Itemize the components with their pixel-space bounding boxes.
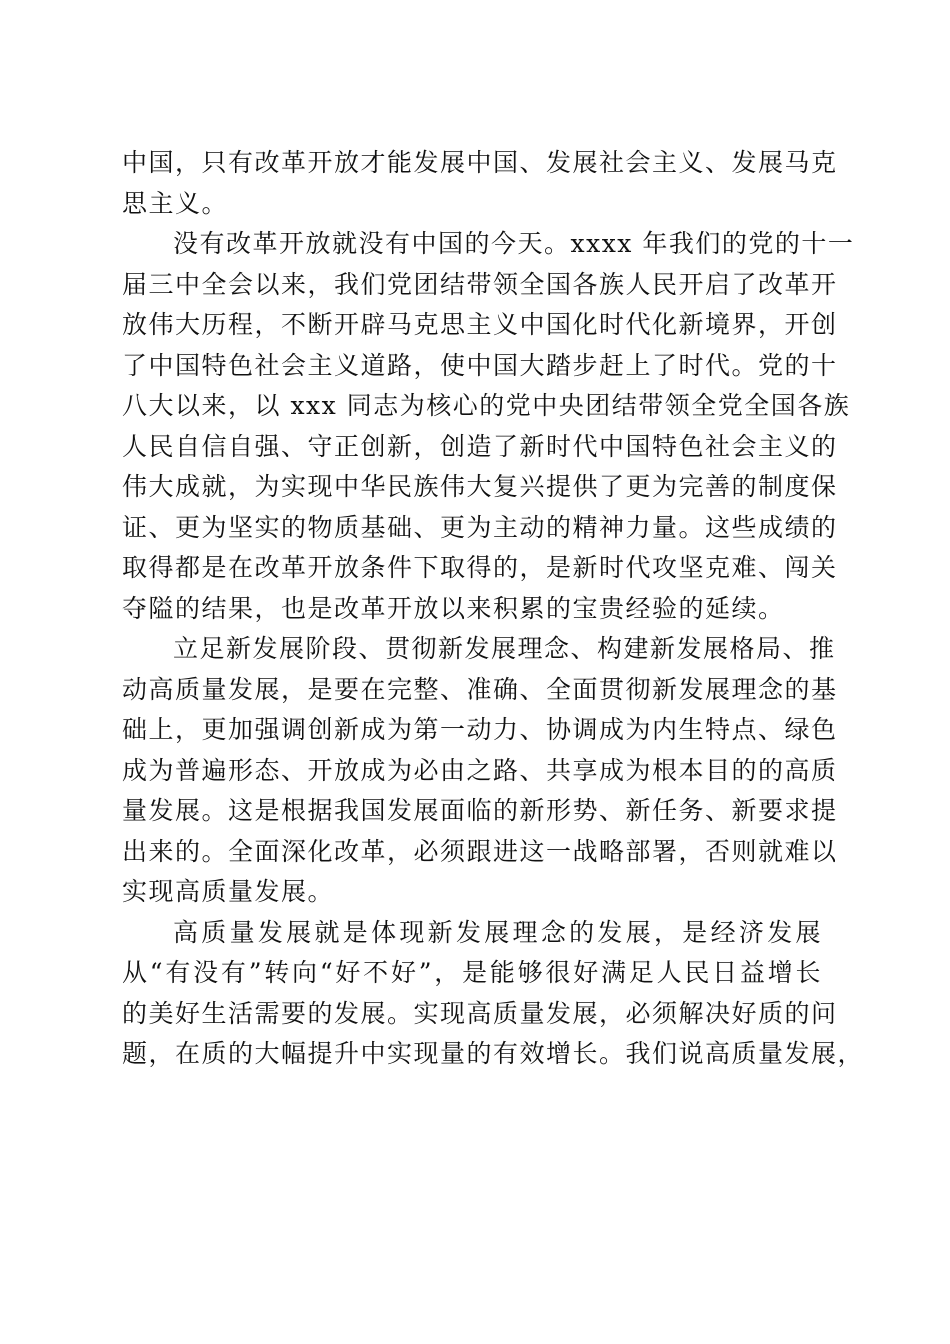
text-line: 夺隘的结果，也是改革开放以来积累的宝贵经验的延续。	[122, 593, 785, 623]
paragraph-reform-history	[122, 224, 855, 629]
text-line: 础上，更加强调创新成为第一动力、协调成为内生特点、绿色	[122, 715, 838, 744]
text-line: 出来的。全面深化改革，必须跟进这一战略部署，否则就难以	[122, 836, 838, 866]
text-line: 题，在质的大幅提升中实现量的有效增长。我们说高质量发展，	[122, 1039, 865, 1068]
text-line: 量发展。这是根据我国发展面临的新形势、新任务、新要求提	[122, 796, 838, 825]
text-line: 没有改革开放就没有中国的今天。xxxx 年我们的党的十一	[173, 229, 855, 258]
text-line: 取得都是在改革开放条件下取得的，是新时代攻坚克难、闯关	[122, 553, 838, 582]
text-line: 高质量发展就是体现新发展理念的发展，是经济发展	[173, 917, 822, 947]
text-line: 的美好生活需要的发展。实现高质量发展，必须解决好质的问	[122, 998, 838, 1028]
text-line: 伟大成就，为实现中华民族伟大复兴提供了更为完善的制度保	[122, 472, 838, 501]
body-text	[122, 143, 865, 1075]
text-line: 思主义。	[122, 188, 229, 218]
text-line: 证、更为坚实的物质基础、更为主动的精神力量。这些成绩的	[122, 512, 838, 542]
text-line: 放伟大历程，不断开辟马克思主义中国化时代化新境界，开创	[122, 310, 838, 339]
paragraph-continuation	[122, 143, 838, 224]
text-line: 动高质量发展，是要在完整、准确、全面贯彻新发展理念的基	[122, 674, 838, 704]
text-line: 成为普遍形态、开放成为必由之路、共享成为根本目的的高质	[122, 755, 838, 785]
text-line: 届三中全会以来，我们党团结带领全国各族人民开启了改革开	[122, 269, 838, 299]
text-line: 从“有没有”转向“好不好”，是能够很好满足人民日益增长	[122, 958, 822, 987]
paragraph-high-quality-development	[122, 913, 865, 1075]
text-line: 人民自信自强、守正创新，创造了新时代中国特色社会主义的	[122, 431, 838, 461]
text-line: 了中国特色社会主义道路，使中国大踏步赶上了时代。党的十	[122, 350, 838, 380]
text-line: 立足新发展阶段、贯彻新发展理念、构建新发展格局、推	[173, 634, 836, 663]
text-line: 实现高质量发展。	[122, 877, 335, 906]
text-line: 中国，只有改革开放才能发展中国、发展社会主义、发展马克	[122, 148, 838, 177]
paragraph-new-development	[122, 629, 838, 913]
text-line: 八大以来，以 xxx 同志为核心的党中央团结带领全党全国各族	[122, 391, 851, 420]
